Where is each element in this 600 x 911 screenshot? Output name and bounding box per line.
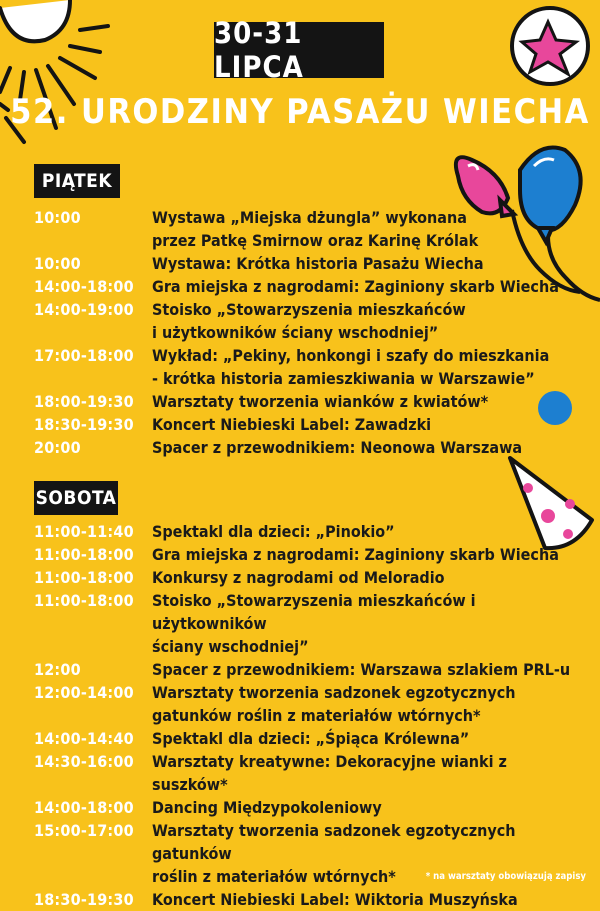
event-description: Koncert Niebieski Label: Zawadzki	[152, 415, 432, 434]
event-time: 20:00	[34, 438, 81, 457]
schedule-row	[0, 413, 600, 436]
schedule-row	[0, 681, 600, 727]
event-description: Koncert Niebieski Label: Wiktoria Muszyńska	[152, 890, 518, 909]
day-label-text: PIĄTEK	[41, 170, 113, 192]
event-time: 17:00-18:00	[34, 346, 134, 365]
schedule-row	[0, 298, 600, 344]
event-time: 15:00-17:00	[34, 821, 134, 840]
event-description: Warsztaty tworzenia sadzonek egzotycznych gatunków roślin z materiałów wtórnych*	[152, 683, 516, 725]
event-time: 14:00-14:40	[34, 729, 134, 748]
schedule-friday	[0, 206, 600, 459]
schedule-row	[0, 589, 600, 658]
schedule-row	[0, 252, 600, 275]
schedule-row	[0, 390, 600, 413]
day-label-saturday	[34, 481, 118, 515]
event-time: 18:00-19:30	[34, 392, 134, 411]
event-description: Warsztaty tworzenia wianków z kwiatów*	[152, 392, 489, 411]
schedule-row	[0, 727, 600, 750]
event-time: 12:00	[34, 660, 81, 679]
event-time: 18:30-19:30	[34, 890, 134, 909]
event-time: 12:00-14:00	[34, 683, 134, 702]
event-description: Spacer z przewodnikiem: Warszawa szlakiem PRL-u	[152, 660, 571, 679]
event-description: Wystawa „Miejska dżungla” wykonana przez Patkę Smirnow oraz Karinę Królak	[152, 208, 479, 250]
schedule-row	[0, 275, 600, 298]
event-description: Spektakl dla dzieci: „Pinokio”	[152, 522, 395, 541]
event-time: 10:00	[34, 254, 81, 273]
event-description: Wykład: „Pekiny, honkongi i szafy do mieszkania - krótka historia zamieszkiwania w Warszawie”	[152, 346, 550, 388]
schedule-row	[0, 206, 600, 252]
day-label-text: SOBOTA	[35, 487, 117, 509]
ball-icon	[512, 8, 588, 84]
event-description: Dancing Międzypokoleniowy	[152, 798, 382, 817]
event-time: 18:30-19:30	[34, 415, 134, 434]
day-label-friday	[34, 164, 120, 198]
event-description: Wystawa: Krótka historia Pasażu Wiecha	[152, 254, 484, 273]
event-description: Gra miejska z nagrodami: Zaginiony skarb Wiecha	[152, 277, 559, 296]
event-time: 14:00-18:00	[34, 798, 134, 817]
schedule-row	[0, 520, 600, 543]
event-description: Spektakl dla dzieci: „Śpiąca Królewna”	[152, 729, 470, 748]
event-description: Gra miejska z nagrodami: Zaginiony skarb Wiecha	[152, 545, 559, 564]
event-description: Warsztaty tworzenia sadzonek egzotycznych gatunków roślin z materiałów wtórnych*	[152, 821, 516, 886]
event-description: Stoisko „Stowarzyszenia mieszkańców i użytkowników ściany wschodniej”	[152, 300, 466, 342]
event-time: 11:00-18:00	[34, 591, 134, 610]
event-time: 14:00-19:00	[34, 300, 134, 319]
event-description: Warsztaty kreatywne: Dekoracyjne wianki z suszków*	[152, 752, 507, 794]
event-description: Stoisko „Stowarzyszenia mieszkańców i użytkowników ściany wschodniej”	[152, 591, 476, 656]
schedule-row	[0, 658, 600, 681]
event-date-badge	[214, 16, 384, 84]
event-time: 11:00-11:40	[34, 522, 134, 541]
schedule-saturday	[0, 520, 600, 911]
schedule-row	[0, 796, 600, 819]
footnote: * na warsztaty obowiązują zapisy	[425, 871, 586, 882]
event-time: 14:00-18:00	[34, 277, 134, 296]
event-date: 30-31 LIPCA	[214, 16, 304, 84]
event-time: 11:00-18:00	[34, 568, 134, 587]
schedule-row	[0, 750, 600, 796]
schedule-row	[0, 543, 600, 566]
event-title: 52. URODZINY PASAŻU WIECHA	[10, 92, 590, 132]
event-description: Spacer z przewodnikiem: Neonowa Warszawa	[152, 438, 523, 457]
event-time: 11:00-18:00	[34, 545, 134, 564]
schedule-row	[0, 566, 600, 589]
schedule-row	[0, 344, 600, 390]
schedule-row	[0, 436, 600, 459]
event-description: Konkursy z nagrodami od Meloradio	[152, 568, 445, 587]
event-time: 14:30-16:00	[34, 752, 134, 771]
event-time: 10:00	[34, 208, 81, 227]
